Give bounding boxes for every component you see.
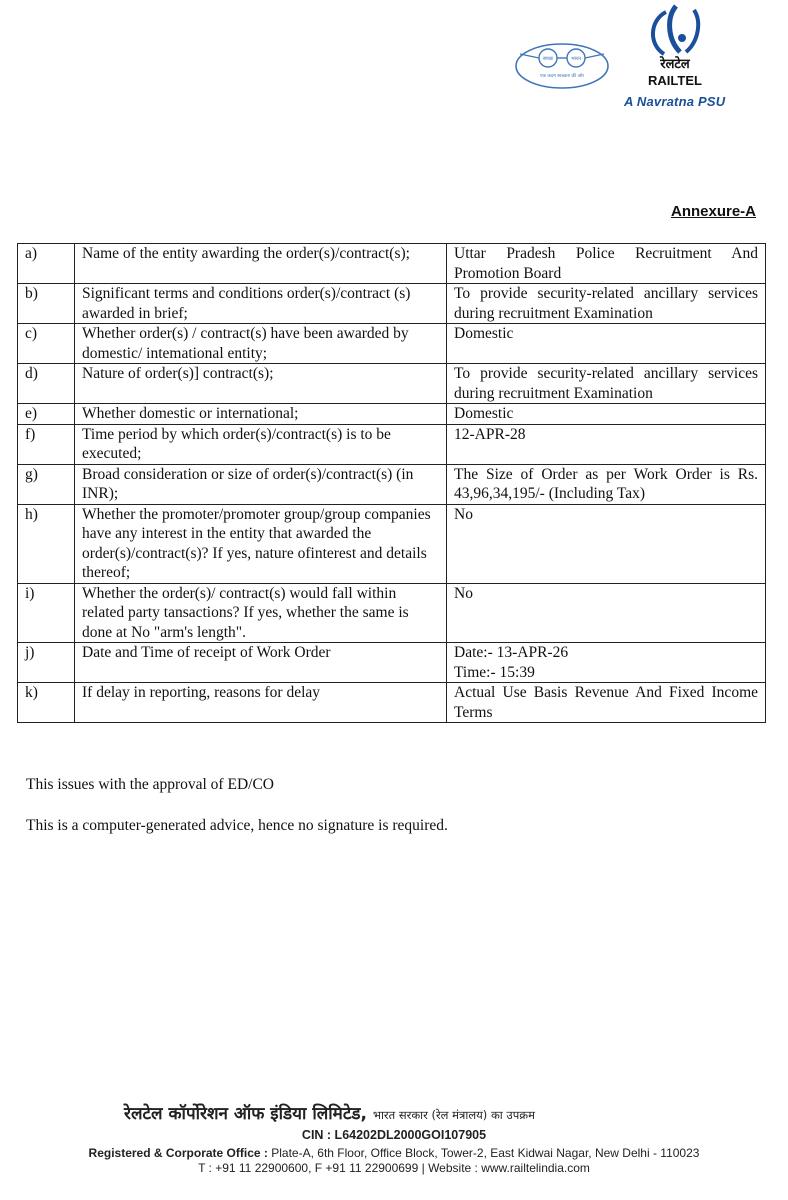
row-question: Significant terms and conditions order(s)/contract (s) awarded in brief; [75, 284, 447, 324]
row-answer: The Size of Order as per Work Order is Rs. 43,96,34,195/- (Including Tax) [447, 464, 766, 504]
row-answer: 12-APR-28 [447, 424, 766, 464]
row-question: Whether domestic or international; [75, 404, 447, 425]
row-question: Whether the promoter/promoter group/group companies have any interest in the entity that awarded the order(s)/contract(s)? If yes, nature ofinterest and details thereof; [75, 504, 447, 583]
table-row [18, 424, 766, 464]
table-row [18, 504, 766, 583]
row-answer: To provide security-related ancillary services during recruitment Examination [447, 284, 766, 324]
bharat-word: भारत [571, 56, 581, 62]
company-hindi-name: रेलटेल कॉर्पोरेशन ऑफ इंडिया लिमिटेड, [124, 1104, 367, 1124]
row-answer: Domestic [447, 324, 766, 364]
row-label: i) [18, 583, 75, 643]
govt-undertaking-hindi: भारत सरकार (रेल मंत्रालय) का उपक्रम [372, 1108, 535, 1122]
row-label: h) [18, 504, 75, 583]
row-question: Whether the order(s)/ contract(s) would fall within related party tansactions? If yes, whether the same is done at No "arm's length". [75, 583, 447, 643]
row-label: f) [18, 424, 75, 464]
row-label: g) [18, 464, 75, 504]
railtel-hindi-name: रेलटेल [660, 57, 690, 72]
row-answer: Domestic [447, 404, 766, 425]
table-row [18, 364, 766, 404]
row-label: j) [18, 643, 75, 683]
footer-address [0, 1146, 788, 1160]
row-answer [447, 643, 766, 683]
disclosure-table [17, 243, 766, 723]
annexure-title: Annexure-A [670, 203, 756, 220]
table-row [18, 404, 766, 425]
row-question: Broad consideration or size of order(s)/contract(s) (in INR); [75, 464, 447, 504]
swachh-slogan: एक कदम स्वच्छता की ओर [539, 74, 585, 79]
footer-company-hindi [124, 1101, 684, 1124]
approval-note: This issues with the approval of ED/CO [26, 776, 274, 793]
navratna-tagline: A Navratna PSU [624, 94, 726, 109]
railtel-name: RAILTEL [648, 73, 702, 88]
row-question: Whether order(s) / contract(s) have been awarded by domestic/ intemational entity; [75, 324, 447, 364]
row-label: d) [18, 364, 75, 404]
row-answer: To provide security-related ancillary services during recruitment Examination [447, 364, 766, 404]
office-address: Plate-A, 6th Floor, Office Block, Tower-2, East Kidwai Nagar, New Delhi - 110023 [271, 1146, 700, 1160]
office-label: Registered & Corporate Office : [88, 1146, 268, 1160]
table-row [18, 464, 766, 504]
signature-note: This is a computer-generated advice, hence no signature is required. [26, 817, 448, 834]
row-question: Time period by which order(s)/contract(s) is to be executed; [75, 424, 447, 464]
table-row [18, 683, 766, 723]
footer-contact: T : +91 11 22900600, F +91 11 22900699 | Website : www.railtelindia.com [198, 1161, 590, 1175]
footer-cin: CIN : L64202DL2000GOI107905 [301, 1128, 487, 1142]
railtel-logo-icon [636, 4, 728, 108]
row-answer: No [447, 504, 766, 583]
row-label: a) [18, 244, 75, 284]
table-row [18, 284, 766, 324]
row-label: e) [18, 404, 75, 425]
table-row [18, 244, 766, 284]
receipt-date: Date:- 13-APR-26 [454, 644, 569, 661]
swachh-word: स्वच्छ [542, 56, 554, 62]
row-answer: No [447, 583, 766, 643]
row-label: b) [18, 284, 75, 324]
row-question: If delay in reporting, reasons for delay [75, 683, 447, 723]
row-answer: Uttar Pradesh Police Recruitment And Promotion Board [447, 244, 766, 284]
row-label: c) [18, 324, 75, 364]
row-question: Name of the entity awarding the order(s)/contract(s); [75, 244, 447, 284]
swachh-bharat-logo [512, 40, 612, 92]
table-row [18, 583, 766, 643]
table-row [18, 643, 766, 683]
row-question: Date and Time of receipt of Work Order [75, 643, 447, 683]
row-label: k) [18, 683, 75, 723]
row-question: Nature of order(s)] contract(s); [75, 364, 447, 404]
row-answer: Actual Use Basis Revenue And Fixed Income Terms [447, 683, 766, 723]
receipt-time: Time:- 15:39 [454, 663, 535, 681]
table-row [18, 324, 766, 364]
